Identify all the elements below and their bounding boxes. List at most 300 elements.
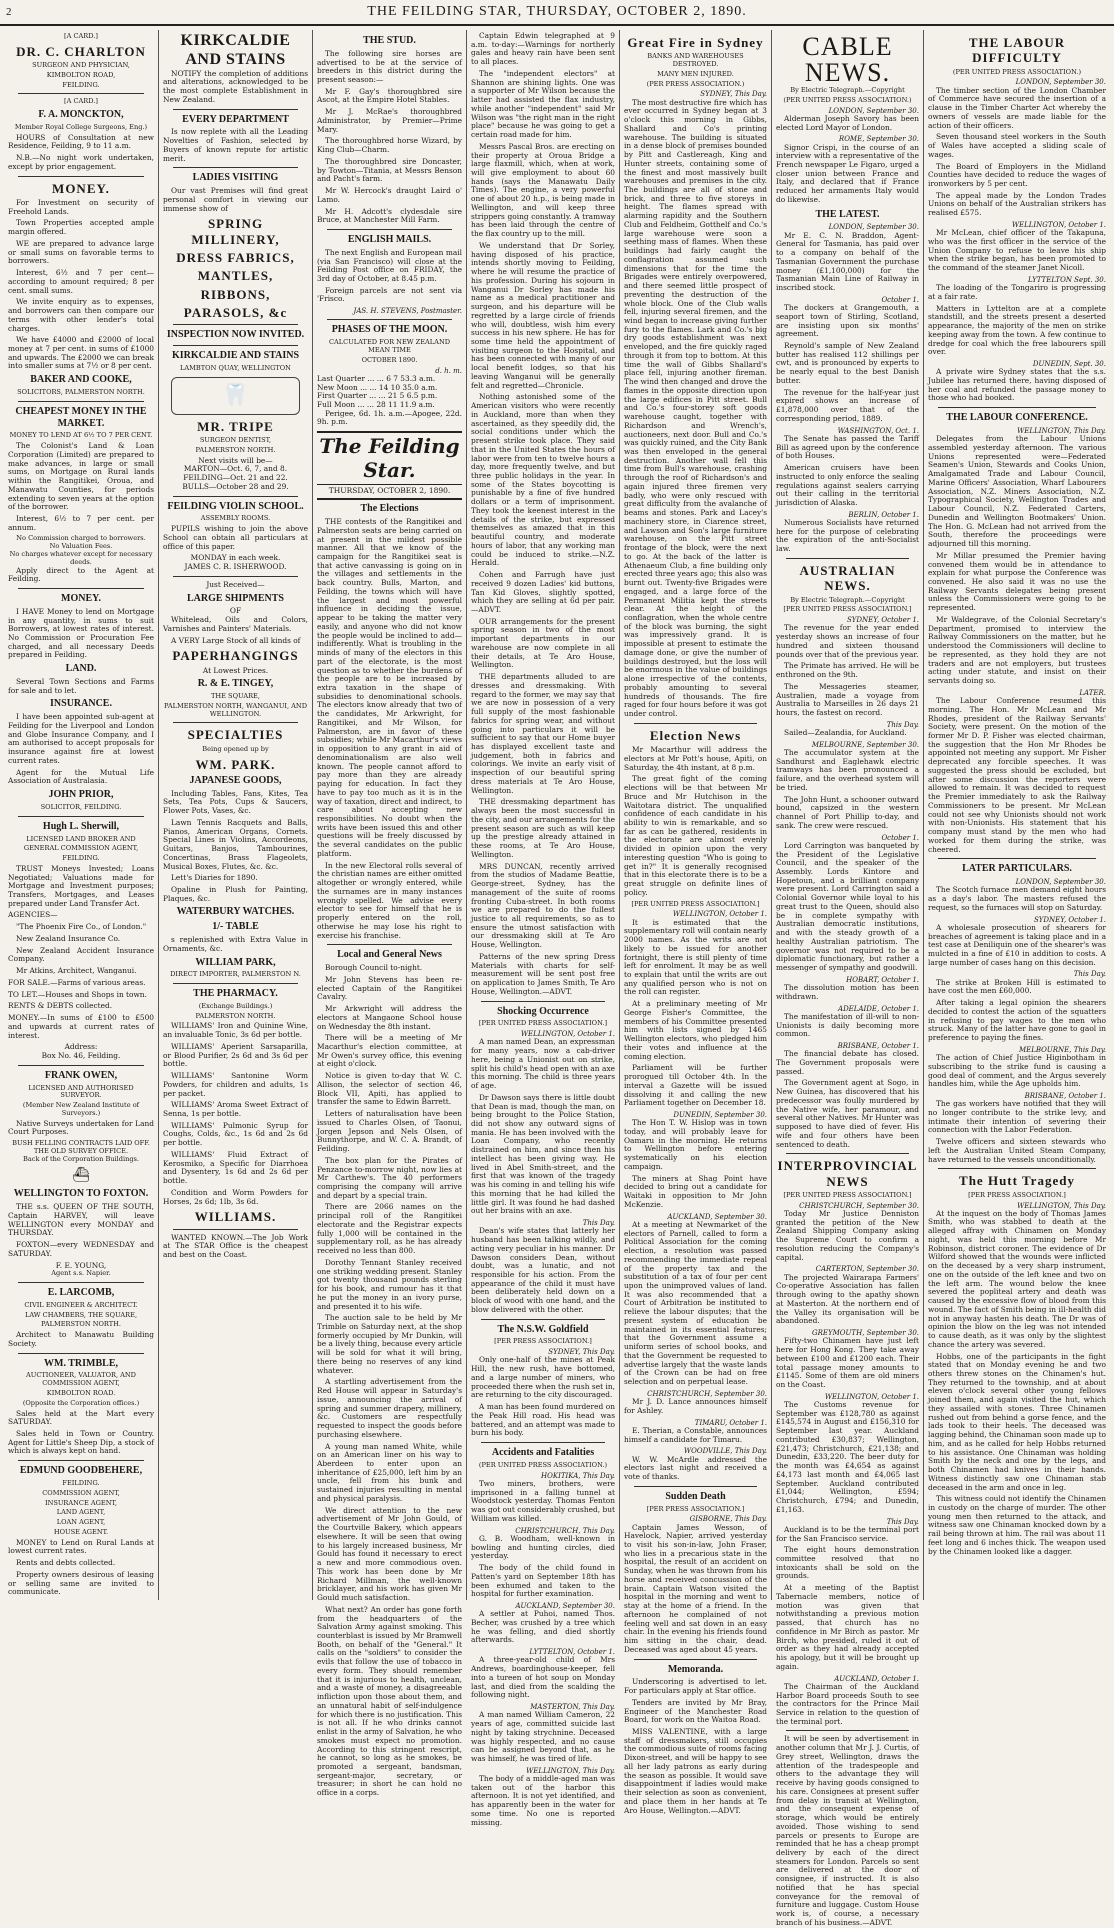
col1-charlton-name: DR. C. CHARLTON bbox=[16, 43, 146, 59]
col3-stud-p3: Mr J. McRae's thoroughbred Administrator, by Premier—Prime Mary. bbox=[317, 107, 462, 134]
col6-latest-head: THE LATEST. bbox=[815, 208, 880, 220]
col1-sherwill-sale: FOR SALE.—Farms of various areas. bbox=[8, 977, 146, 987]
col5-death-p1: Captain James Wesson, of Havelock, Napier, arrived yesterday to visit his son-in-law, John Fraser, who lies in a precarious state in the hospital, the result of an accident on Sunday, when he was thrown from his horse and received concussion of the brain. Captain Watson visited the hospital in the morning and went to stay at the home of a friend. In the afternoon he complained of not feeling well and sat down in an easy chair. In the evening his friends found him sitting in the chair, dead. Deceased was aged about 45 years. bbox=[624, 1522, 767, 1654]
ad-pharmacy bbox=[163, 988, 308, 1260]
col3-moon-month: OCTOBER 1890. bbox=[361, 355, 418, 364]
col3-local-p6: Letters of naturalisation have been issued to Charles Olsen, of Taonui, Jorgen Jepson and Nels Olsen, of Bunnythorpe, and W. C. A. Brandt, of Feilding. bbox=[317, 1109, 462, 1154]
column-rule bbox=[173, 983, 298, 984]
col1-monckton-tag: [A CARD.] bbox=[64, 97, 98, 106]
col6-latest-dl4: BERLIN, October 1. bbox=[848, 510, 919, 519]
col7-later-p5: The action of Chief Justice Higinbotham in subscribing to the strike fund is causing a good deal of comment, and the Argus severely handles him, while the Age upholds him. bbox=[928, 1053, 1106, 1089]
col6-inter-dl3: GREYMOUTH, September 30. bbox=[812, 1329, 919, 1338]
col3-stud-head: THE STUD. bbox=[363, 35, 416, 46]
col5-election-p7: The miners at Shag Point have decided to bring out a candidate for Waitaki in opposition to Mr John McKenzie. bbox=[624, 1173, 767, 1209]
col1-sherwill-role2: GENERAL COMMISSION AGENT, bbox=[23, 844, 139, 853]
col1-money-firm_role: SOLICITORS, PALMERSTON NORTH. bbox=[17, 388, 145, 396]
col7-labour-p8: A private wire Sydney states that the s.s. Jubilee has returned there, having disposed of her coal and refunded the passage money to those who had booked. bbox=[928, 367, 1106, 403]
ad-monckton bbox=[8, 98, 154, 171]
col6-aus-sub: By Electric Telegraph.—Copyright bbox=[790, 595, 905, 604]
ad-violin-school bbox=[163, 501, 308, 572]
article-nsw-goldfield bbox=[471, 1324, 615, 1438]
col1-larcomb-p1: Architect to Manawatu Building Society. bbox=[8, 1330, 154, 1348]
article-labour-difficulty bbox=[928, 35, 1106, 403]
col1-owen-member: (Member New Zealand Institute of Surveyors.) bbox=[22, 1101, 140, 1117]
col2-kirk-footer: KIRKCALDIE AND STAINS bbox=[171, 350, 300, 362]
ad-prior bbox=[8, 593, 154, 812]
col3-local-p10: The auction sale to be held by Mr Trimble on Saturday next, at the shop formerly occupied by Mr Dunkin, will be a lively thing, because every article will be sold for what it will bring, there being no reserves of any kind whatever. bbox=[317, 1313, 462, 1375]
ad-tripe bbox=[163, 419, 308, 492]
col2-park-name2: WILLIAM PARK, bbox=[195, 956, 276, 968]
article-local-news-cont bbox=[471, 32, 615, 997]
col4-local_cont-p1: Captain Edwin telegraphed at 9 a.m. to-day:—Warnings for northerly gales and heavy rain have been sent to all places. bbox=[471, 31, 615, 67]
col2-park-watch: WATERBURY WATCHES. bbox=[176, 906, 295, 918]
col1-ship-agent: F. E. YOUNG, bbox=[55, 1260, 107, 1270]
col3-local-p2: Mr John Stevens has been re-elected Captain of the Rangitikei Cavalry. bbox=[317, 974, 462, 1002]
column-rule bbox=[173, 722, 298, 723]
col5-election-dl6: WOODVILLE, This Day. bbox=[683, 1447, 767, 1456]
col2-tripe-v2: FEILDING—Oct. 21 and 22. bbox=[183, 473, 288, 483]
col2-park-p5: s replenished with Extra Value in Ornaments, &c. bbox=[163, 935, 308, 953]
col4-local_cont-p9: THE dressmaking department has always been the most successful in the city, and our arrangements for the present season are such as will keep up the prestige already attained in these rooms, at Te Aro House, Wellington. bbox=[471, 797, 615, 859]
col1-charlton-addr2: FEILDING. bbox=[62, 80, 100, 89]
col5-election-p2: The great fight of the coming elections will be that between Mr Bruce and Mr Hutchison in the Waitotara district. The unqualified confidence of each candidate in his ability to win is remarkable, and so far as can be gathered, residents in the electorate are almost evenly divided in opinion upon the very interesting question "Who is going to get in?" It is generally recognised that in this electorate there is to be a great struggle on definite lines of policy. bbox=[624, 774, 767, 897]
col1-sherwill-a2: New Zealand Insurance Co. bbox=[16, 933, 121, 943]
col2-pharmacy-wanted: WANTED KNOWN.—The Job Work at The STAR Office is the cheapest and best on the Coast. bbox=[163, 1232, 308, 1260]
notice-english-mails bbox=[317, 234, 462, 315]
ad-trimble bbox=[8, 1358, 154, 1457]
col4-goldfield-src: [PER PRESS ASSOCIATION.] bbox=[494, 1337, 592, 1346]
column-rule bbox=[18, 401, 144, 402]
column-rule bbox=[938, 1168, 1096, 1169]
col1-monckton-hours: HOURS of Consultation at new Residence, Feilding, 9 to 11 a.m. bbox=[8, 132, 154, 151]
editorial-date: THURSDAY, OCTOBER 2, 1890. bbox=[317, 487, 462, 500]
col7-labour-dl2: WELLINGTON, October 1. bbox=[1011, 220, 1106, 229]
col2-pharmacy-town: PALMERSTON NORTH. bbox=[195, 1011, 276, 1020]
col5-election-dl2: DUNEDIN, September 30. bbox=[673, 1111, 767, 1120]
col2-kirk-p1: NOTIFY the completion of additions and alterations, acknowledged to be the most complete Establishment in New Zealand. bbox=[163, 68, 308, 104]
col2-kirk-p2: Is now replete with all the Leading Novelties of Fashion, selected by Buyers of known repute for artistic merit. bbox=[163, 127, 308, 163]
col4-shock-dl: WELLINGTON, October 1. bbox=[520, 1030, 615, 1039]
col6-inter-p5: Auckland is to be the terminal port for the San Francisco service. bbox=[776, 1524, 919, 1543]
col1-money2-head: MONEY. bbox=[61, 593, 101, 604]
col2-tripe-role: SURGEON DENTIST, bbox=[199, 436, 272, 445]
col2-tingey-rec: Just Received— bbox=[206, 579, 265, 589]
masthead-title: THE FEILDING STAR, THURSDAY, OCTOBER 2, 1890. bbox=[367, 4, 747, 19]
col7-labour-p3: The Board of Employers in the Midland Counties have decided to reduce the wages of ironworkers by 5 per cent. bbox=[928, 161, 1106, 189]
col1-goodbehere-p1: MONEY to Lend on Rural Lands at lowest current rates. bbox=[8, 1537, 154, 1556]
col7-later-dl5: BRISBANE, October 1. bbox=[1024, 1092, 1106, 1101]
col1-insurance-head: INSURANCE. bbox=[50, 698, 112, 710]
col6-aus-dl7: BRISBANE, October 1. bbox=[837, 1042, 919, 1050]
col1-insurance-p1: I have been appointed sub-agent at Feilding for the Liverpool and London and Globe Insurance Company, and I am authorised to accept proposals for insurance against fire at lowest current rates. bbox=[8, 712, 154, 765]
col2-park-jap: JAPANESE GOODS, bbox=[189, 774, 282, 786]
col1-ship-p1: THE s.s. QUEEN OF THE SOUTH, Captain HARVEY, will leave WELLINGTON every MONDAY and THURSDAY. bbox=[8, 1202, 154, 1238]
col2-kirk-l2: DRESS FABRICS, bbox=[176, 250, 295, 266]
col6-aus-head: AUSTRALIAN NEWS. bbox=[799, 562, 896, 594]
col1-sherwill-a1: "The Phoenix Fire Co., of London." bbox=[16, 922, 147, 932]
col7-labour-p1: The timber section of the London Chamber of Commerce have secured the insertion of a clause in the Timber Charter Act whereby the owners of vessels are made liable for the action of their officers. bbox=[928, 85, 1106, 130]
col4-accidents-dl5: MASTERTON, This Day. bbox=[530, 1703, 615, 1712]
col3-local-p12: A young man named White, while on an American liner on his way to Aberdeen to enter upon an inheritance of £25,000, left him by an uncle, fell from his bunk and sustained injuries resulting in mental and physical paralysis. bbox=[317, 1441, 462, 1503]
col3-local-p7: The box plan for the Pirates of Penzance to-morrow night, now lies at Mr Carthew's. The 40 performers comprising the company will arrive and depart by a special train. bbox=[317, 1155, 462, 1200]
notice-stud bbox=[317, 35, 462, 225]
col3-local-p11: A startling advertisement from the Red House will appear in Saturday's issue, announcing the arrival of spring and summer drapery, millinery, &c. Customers are respectfully requested to inspect the goods before purchasing elsewhere. bbox=[317, 1377, 462, 1439]
col6-aus-p8: The dissolution motion has been withdrawn. bbox=[776, 983, 919, 1001]
col4-local_cont-p6: Cohen and Farrugh have just received 9 dozen Ladies' kid buttons, Tan Kid Gloves, slightly spotted, which they are selling at 6d per pair.—ADVT. bbox=[471, 570, 615, 614]
col6-aus-p4: Sailed—Zealandia, for Auckland. bbox=[784, 727, 907, 737]
article-memoranda bbox=[624, 1664, 767, 1816]
col2-kirk-inspect: INSPECTION NOW INVITED. bbox=[166, 329, 305, 341]
col3-elections-p2: In the new Electoral rolls several of the christian names are either omitted altogether or wrongly entered, while the surnames are in many instances wrongly spelled. We advise every elector to see for himself that he is properly entered on the roll, otherwise he may lose his right to exercise his franchise. bbox=[317, 860, 462, 940]
col6-latest-dl2: October 1. bbox=[881, 295, 919, 304]
col5-election-dl: WELLINGTON, October 1. bbox=[672, 910, 767, 919]
col2-kirk-footer_addr: LAMBTON QUAY, WELLINGTON bbox=[180, 363, 291, 372]
col1-cheapest-p1: The Colonist's Land & Loan Corporation (Limited) are prepared to make advances, in large or small sums, on Mortgage on Rural lands within the Rangitikei, Oroua, and Manawatu Counties, for periods extending to seven years at the option of the borrower. bbox=[8, 441, 154, 512]
col4-shock-src: [PER UNITED PRESS ASSOCIATION.] bbox=[478, 1019, 608, 1028]
col1-trimble-p2: Sales held in Town or Country. Agent for Little's Sheep Dip, a stock of which is always kept on hand. bbox=[8, 1428, 154, 1456]
column-rule bbox=[634, 1659, 757, 1660]
col7-later-p1: The Scotch furnace men demand eight hours as a day's labor. The masters refused the request, so the furnaces will stop on Saturday. bbox=[928, 885, 1106, 912]
col3-mails-name: JAS. H. STEVENS, Postmaster. bbox=[353, 307, 462, 316]
col5-election-p5: Parliament will be further prorogued till October 4th. In the interval a Gazette will be issued dissolving it and calling the new Parliament together on December 18. bbox=[624, 1063, 767, 1108]
col5-election-p8: At a meeting at Newmarket of the electors of Parnell, called to form a Political Association for the coming election, a resolution was passed recommending the immediate repeal of the property tax and the substitution of a tax of four per cent upon the unimproved values of land. It was also recommended that a Court of Arbitration be instituted to relieve the labour disputes; that the present system of education be maintained in its essential features; that the Government assume a uniform series of school books, and that the Government be requested to advertise largely that the waste lands of the Crown can be had on free selection and on perpetual lease. bbox=[624, 1219, 767, 1387]
col7-labour-dl4: DUNEDIN, Sept. 30. bbox=[1032, 360, 1106, 368]
col2-tripe-visits: Next visits will be— bbox=[198, 455, 273, 465]
col1-owen-p1: Native Surveys undertaken for Land Court Purposes. bbox=[8, 1118, 154, 1137]
col1-goodbehere-p2: Rents and debts collected. bbox=[16, 1558, 116, 1568]
col2-kirk-ladies: LADIES VISITING bbox=[192, 172, 279, 184]
col4-shock-p3: Dean's wife states that latterly her husband has been talking wildly, and acting very peculiar in his manner. Dr Dawson considers Dean, without doubt, was a lunatic, and not responsible for his action. From the appearance of the child it must have been deliberately held down on a block of wood with one hand, and the blow delivered with the other. bbox=[471, 1226, 615, 1314]
col1-trimble-addr: KIMBOLTON ROAD. bbox=[46, 1388, 116, 1397]
col3-moon-head: PHASES OF THE MOON. bbox=[331, 324, 448, 336]
article-sydney-fire bbox=[624, 35, 767, 719]
col7-labour-p5: Mr McLean, chief officer of the Takapuna, who was the first officer in the service of the Union Company to refuse to leave his ship when the strike began, has been promoted to the command of the steamer Janet Nicoll. bbox=[928, 228, 1106, 273]
col1-sherwill-money: MONEY.—In sums of £100 to £500 and upwards at current rates of interest. bbox=[8, 1013, 154, 1040]
col6-aus-p7: Lord Carrington was banqueted by the President of the Legislative Council, and the speaker of the Assembly. Lords Kintore and Hopetoun, and a brilliant company were present. Lord Carrington said a Colonial Governor while loyal to his great trust to the Queen, should also be in complete sympathy with Australian democratic institutions, and with the steady growth of a healthy Australian patriotism. The governor was not required to be a diplomatic functionary, but rather a messenger of sympathy and goodwill. bbox=[776, 840, 919, 973]
col1-money-p6: We have £4000 and £2000 of local money at 7 per cent. in sums of £1000 and upwards. The £2000 we can break into smaller sums at 7½ or 8 per cent. bbox=[8, 335, 154, 371]
col4-goldfield-head: The N.S.W. Goldfield bbox=[497, 1323, 589, 1335]
col7-later-dl: LONDON, September 30. bbox=[1015, 878, 1106, 887]
col4-accidents-p3: The body of the child found in Patten's yard on September 18th has been exhumed and taken to the hospital for further examination. bbox=[471, 1563, 615, 1599]
col4-local_cont-p4: We understand that Dr Sorley, having disposed of his practice, intends shortly moving to Feilding, where he will resume the practice of his profession. During his sojourn in Wanganui Dr Sorley has made his name as a medical practitioner and surgeon, and his departure will be regretted by a large circle of friends who will, doubtless, wish him every success in his new sphere. He has for some time held the appointment of visiting surgeon to the Hospital, and has been connected with many of our local benefit lodges, so that his leaving Wanganui will be generally felt and regretted—Chronicle. bbox=[471, 240, 615, 390]
col1-charlton-role: SURGEON AND PHYSICIAN, bbox=[32, 61, 130, 70]
col4-local_cont-p2: The "independent electors" at Shannon are shining lights. One was a supporter of Mr Wilson because the latter had assisted the flax industry, while another "independent" said Mr Wilson was "the right man in the right place" because he was going to get a certain road made for him. bbox=[471, 68, 615, 140]
col1-charlton-tag: [A CARD.] bbox=[64, 32, 98, 40]
col1-cheapest-head: CHEAPEST MONEY IN THE MARKET. bbox=[15, 405, 147, 429]
col7-later-p2: A wholesale prosecution of shearers for breaches of agreement is taking place and in a test case at Deniliquin one of the shearer's was mulcted in a fine of £10 in addition to costs. A large number of cases hang on this decision. bbox=[928, 922, 1106, 967]
col7-later-p4: After taking a legal opinion the shearers decided to contest the action of the squatters in refusing to pay wages to the men who struck. Many of the latter have gone to gaol in preference to paying the fines. bbox=[928, 998, 1106, 1043]
col1-money-p1: For Investment on security of Freehold Lands. bbox=[8, 197, 154, 216]
column-3 bbox=[313, 30, 467, 1798]
col1-goodbehere-r4: LOAN AGENT, bbox=[56, 1518, 106, 1527]
col3-local-p13: We direct attention to the new advertisement of Mr John Gould, of the Courtville Bakery, which appears elsewhere. It will be seen that owing to his largely increased business, Mr Gould has found it necessary to erect a new and more commodious oven. This work has been done by Mr Richard Millman, the well-known bricklayer, and his work has given Mr Gould much satisfaction. bbox=[317, 1505, 462, 1603]
ad-cheapest-money bbox=[8, 406, 154, 584]
col3-local-p14: What next? An order has gone forth from the headquarters of the Salvation Army against smoking. This counterblast is issued by Mr Bramwell Booth, on behalf of the "General." It calls on the "soldiers" to consider the evils that follow the use of tobacco in every form. They should remember that it is injurious to health, unclean, and a waste of money, a disagreeable infliction upon those about them, and an unnatural habit of self-indulgence for which there is no justification. This is not all. If he who drinks cannot enlist in the army of Salvation, he who smokes must expect no promotion. According to this stringent rescript, he cannot, so long as he smokes, be promoted a sergeant, bandsman, sergeant-major, secretary, or treasurer; in short he can hold no office in a corps. bbox=[317, 1604, 462, 1798]
col6-inter-dl5: This Day. bbox=[886, 1517, 919, 1526]
masthead bbox=[0, 0, 1114, 26]
col4-accidents-p2: G. B. Woodham, well-known in bowling and hunting circles, died yesterday. bbox=[471, 1533, 615, 1561]
col5-election-head: Election News bbox=[649, 727, 742, 743]
col7-hutt-src: [PER PRESS ASSOCIATION.] bbox=[968, 1190, 1066, 1199]
col1-sherwill-p1: TRUST Moneys Invested; Loans Negotiated; Valuations made for Mortgage and Investment purposes; Transfers, Mortgages, and Leases prepared under Land Transfer Act. bbox=[8, 863, 154, 908]
col7-labour-src: (PER UNITED PRESS ASSOCIATION.) bbox=[952, 67, 1082, 76]
col5-election-p1: Mr Macarthur will address the electors at Mr Pott's house, Apiti, on Saturday, the 4th instant, at 8 p.m. bbox=[624, 745, 767, 772]
col2-pharmacy-p1: Condition and Worm Powders for Horses, 2s 6d; 1lb, 3s 6d. bbox=[163, 1187, 308, 1206]
col3-local-p8: There are 2066 names on the principal roll of the Rangitikei electorate and the Registrar expects fully 1,000 will be contained in the supplementary roll, as he has already received no less than 800. bbox=[317, 1202, 462, 1256]
col6-aus-src: [PER UNITED PRESS ASSOCIATION.] bbox=[783, 605, 912, 614]
col1-land-head: LAND. bbox=[65, 663, 97, 675]
col3-elections-p1: THE contests of the Rangitikei and Palmerston seats are being carried on at present in the mildest possible manner. All that we know of the campaign for the Rangitikei seat is that active canvassing is going on in the villages and settlements in the back country. Bulls, Marton, and Feilding, the towns which will have the largest and most powerful influence in deciding the issue, appear to be taking the matter very easily, and anyone who did not know the people would be inclined to add—indifferently. What is troubling in the minds of many of the electors in this part of the electorate, is the most question as to whether the burdens of the people are to be increased by extra taxation in the shape of subsidies to denominational schools. The electors know already that two of the candidates, Mr Arkwright, for Rangitikei, and Mr Wilson, for Palmerston, are in favor of these subsidies; while Mr Macarthur's views in opposition to any grant in aid of denominationalism are also well known. The people cannot afford to pay more than they are already paying for education. In fact they have to pay too much as it is in the way of taxation, direct and indirect, to care about accepting new responsibilities. No doubt when the writs have been issued this and other questions will be freely discussed by the several candidates on the public platform. bbox=[317, 517, 462, 858]
ad-goodbehere bbox=[8, 1465, 154, 1597]
col2-park-p3: Lett's Diaries for 1890. bbox=[171, 873, 258, 883]
ad-owen bbox=[8, 1070, 154, 1164]
newspaper-columns bbox=[4, 30, 1110, 1927]
col2-violin-name: JAMES C. R. ISHERWOOD. bbox=[184, 562, 287, 572]
column-rule bbox=[786, 1153, 909, 1154]
col2-park-head: SPECIALTIES bbox=[187, 727, 284, 743]
col2-violin-p1: PUPILS wishing to join the above School can obtain all particulars at office of this paper. bbox=[163, 524, 308, 551]
column-rule bbox=[18, 93, 144, 94]
col4-local_cont-p10: MRS DUNCAN, recently arrived from the studios of Madame Beattie, George-street, Sydney, has the management of the suite of rooms fronting Cuba-street. In both rooms we are prepared to do the fullest justice to all requirements, so as to ensure the utmost satisfaction with our dressmaking skill at Te Aro House, Wellington. bbox=[471, 861, 615, 950]
col2-violin-sub: ASSEMBLY ROOMS. bbox=[200, 514, 271, 523]
col5-death-dl: GISBORNE, This Day. bbox=[689, 1515, 767, 1524]
col1-goodbehere-name: EDMUND GOODBEHERE, bbox=[19, 1465, 143, 1477]
col1-goodbehere-r5: HOUSE AGENT. bbox=[53, 1527, 109, 1536]
col4-accidents-head: Accidents and Fatalities bbox=[491, 1447, 595, 1459]
col1-ship-agent_role: Agent s.s. Napier. bbox=[51, 1269, 111, 1278]
col2-park-sub: Being opened up by bbox=[202, 744, 269, 753]
article-sudden-death bbox=[624, 1491, 767, 1655]
column-rule bbox=[327, 229, 452, 230]
col4-shock-dl2: This Day. bbox=[582, 1219, 615, 1228]
col4-accidents-dl: HOKITIKA, This Day. bbox=[541, 1471, 615, 1480]
col6-aus-dl4: October 1. bbox=[881, 833, 919, 842]
col3-moon-r3: First Quarter ... ... 21 5 6.5 p.m. bbox=[317, 391, 438, 401]
col6-latest-p1: Mr E. C. N. Braddon, Agent-General for Tasmania, has paid over to a company on behalf of the Tasmanian Government the purchase money (£1,100,000) for the Tasmanian Main Line of Railway in inscribed stock. bbox=[776, 230, 919, 293]
column-rule bbox=[173, 324, 298, 325]
col2-park-p1: Including Tables, Fans, Kites, Tea Sets, Tea Pots, Cups & Saucers, Flower Pots, Vases, &c. bbox=[163, 788, 308, 816]
col3-stud-p2: Mr F. Gay's thoroughbred sire Ascot, at the Empire Hotel Stables. bbox=[317, 86, 462, 105]
col4-shock-head: Shocking Occurrence bbox=[497, 1005, 589, 1017]
column-rule bbox=[786, 1730, 909, 1731]
col7-conf-dl2: LATER. bbox=[1079, 688, 1106, 697]
col2-park-p4: Opaline in Plush for Painting, Plaques, &c. bbox=[163, 884, 308, 903]
column-rule bbox=[938, 407, 1096, 408]
col1-money2-p1: I HAVE Money to lend on Mortgage in any quantity, in sums to suit Borrowers, at lowest rates of interest. No Commission or Procuration Fee charged, and all necessary Deeds prepared in Feilding. bbox=[8, 606, 154, 660]
col4-local_cont-p8: THE departments alluded to are dresses and dressmaking. With regard to the former, we may say that we are now in possession of a very full supply of the most fashionable fabrics for spring wear, and without going into particulars it will be sufficient to say that our Home buyer has displayed excellent taste and judgement, both in fabrics and colorings. We invite an early visit of inspection of our beautiful spring dress materials at Te Aro House, Wellington. bbox=[471, 672, 615, 795]
col6-inter-p2: The projected Wairarapa Farmers' Co-operative Association has fallen through owing to the apathy shown at Masterton. At the northern end of the Valley its organisation will be abandoned. bbox=[776, 1272, 919, 1326]
col1-insurance-role: SOLICITOR, FEILDING. bbox=[40, 802, 122, 811]
col4-local_cont-p3: Messrs Pascal Bros. are erecting on their property at Oroua Bridge a large flaxmill, which, when at work, will give employment to about 60 hands (says the Manawatu Daily Times). The engine, a very powerful one of about 20 h.p., is being made in Wellington, and will keep three strippers going constantly. A tramway has been laid through the centre of the flax country up to the mill. bbox=[471, 141, 615, 239]
article-the-latest bbox=[776, 209, 919, 554]
col6-aus-p2: The Primate has arrived. He will be enthroned on the 9th. bbox=[776, 661, 919, 680]
col5-election-p4: At a preliminary meeting of Mr George Fisher's Committee, the members of his Committee presented him with lists signed by 1465 Wellington electors, who pledged him their votes and influence at the coming election. bbox=[624, 999, 767, 1061]
col2-pharmacy-i5: WILLIAMS' Pulmonic Syrup for Coughs, Colds, &c., 1s 6d and 2s 6d per bottle. bbox=[163, 1120, 308, 1148]
col7-conf-p1: Delegates from the Labour Unions assembled yesterday afternoon. The various Unions represented were—Federated Seamen's Union, Stewards and Cooks Union, Amalgamated Trade and Labour Council, Marine Officers' Association, Wharf Labourers Association, N.Z. Miners Association, N.Z. Typographical Society, Wellington Trades and Labour Council, N.Z. Federated Carters, Dunedin and Wellington Bootmakers' Union. The Hon. G. McLean had not arrived from the South, therefore the proceedings were adjourned till this morning. bbox=[928, 434, 1106, 549]
article-cable-news bbox=[776, 34, 919, 205]
col6-inter-dl2: CARTERTON, September 30. bbox=[815, 1265, 919, 1274]
col2-pharmacy-sub: (Exchange Buildings.) bbox=[198, 1001, 273, 1010]
col6-inter-p6: The eight hours demonstration committee resolved that no intoxicants shall be sold on the grounds. bbox=[776, 1545, 919, 1581]
col3-moon-r4: Full Moon ... ... 28 11 11.9 a.m. bbox=[317, 400, 435, 410]
ad-shipping bbox=[8, 1188, 154, 1278]
ad-larcomb bbox=[8, 1287, 154, 1349]
col6-cable-sub: By Electric Telegraph.—Copyright bbox=[790, 86, 905, 94]
col6-inter-p4: The Customs revenue for September was £128,780 as against £145,574 in August and £156,310 for September last year. Auckland contributed £30,837; Wellington, £21,473; Christchurch, £21,138; and Dunedin, £33,220. The beer duty for the month was £4,654 as against £4,173 last month and £4,065 last September. Auckland contributed £1,044; Wellington, £594; Christchurch, £794; and Dunedin, £1,163. bbox=[776, 1399, 919, 1514]
col7-conf-p4: The Labour Conference resumed this morning. The Hon. Mr McLean and Mr Rhodes, president of the Railway Servants' Society, were present. On the motion of the former Mr D. P. Fisher was elected chairman, the suggestion that the Hon Mr Rhodes be appointed not meeting any support. Mr Fisher deprecated any forcible speeches. It was suggested the press should be excluded, but after some discussion the reporters were allowed to remain. It was decided to request the Premier immediately to ask the Railway Commissioners to be present. Mr McLean could not see why Unionists should not work with non-Unionists. His statement that his company must stand by the men who had worked for them during the strike, was cheered. bbox=[928, 696, 1106, 854]
col6-cable-src: (PER UNITED PRESS ASSOCIATION.) bbox=[783, 95, 912, 104]
col7-labour-dl: LONDON, September 30. bbox=[1015, 78, 1106, 87]
col7-labour-p2: Seven thousand steel workers in the South of Wales have accepted a sliding scale of wages. bbox=[928, 132, 1106, 159]
col4-accidents-p6: A man named William Cameron, 22 years of age, committed suicide last night by taking strychnine. Deceased was highly respected, and no cause can be assigned beyond that, as he was himself, he was tired of life. bbox=[471, 1710, 615, 1763]
col1-goodbehere-r3: LAND AGENT, bbox=[56, 1508, 106, 1517]
column-7 bbox=[924, 30, 1110, 1600]
col3-local-p4: There will be a meeting of Mr Macarthur's election committee, at Mr Owen's survey office, this evening at eight o'clock. bbox=[317, 1033, 462, 1069]
article-election-news bbox=[624, 728, 767, 1482]
col1-monckton-name: F. A. MONCKTON, bbox=[38, 109, 124, 121]
col1-insurance-name: JOHN PRIOR, bbox=[48, 789, 114, 801]
col5-fire-p1: The most destructive fire which has ever occurred in Sydney began at 3 o'clock this morning in Gibbs, Shallard and Co's printing warehouse. The building is situated in a dense block of premises bounded by Pitt and Castlereagh, King and Hunter streets, containing some of the finest and most massively built warehouses and premises in the city. The buildings are all of stone and brick, and three to five storeys in height. The flames spread with alarming rapidity and the Southern Club and Feldheim, Gotthelf and Co.'s large warehouse were soon a seething mass of flames. When these buildings had fairly caught the conflagration assumed such dimensions that for the time the Brigades were entirely overpowered, and there seemed little prospect of preventing the destruction of the whole block. One of the Club walls fell, injuring several firemen, and the wind began to increase giving further fury to the flames. Lark and Co.'s big dry goods establishment was next enveloped, and the fire quickly raged through it from top to bottom. At this time the wall of Gibbs Shallard's place fell, injuring another fireman. The wind then changed and drove the flames in the opposite direction upon the large edifices in Pitt street. Bull and Co.'s four-storey soft goods warehouse caught, together with Richardson and Wrench's, auctioneers, next door. Bull and Co.'s was quickly ruined, and the City Bank was then enveloped in the general destruction. Another wall fell this time from Bull's warehouse, crashing through the roof of Richardson's and again injured three firemen very badly, who were only rescued with great difficulty from the avalanche of beams and stones. Park and Lacey's machinery store, in Ciarence street, and Lawson and Son's large furniture warehouse, on the Pitt street frontage of the block, were the next to go. At the back of the latter is Athenaeum Club, a fine building only erected three years ago; this also was burnt out. Twenty-five Brigades were engaged, and a large force of the Permanent Militia kept the streets clear. At the height of the conflagration, when the whole centre of the block was burning, the sight was impressively grand. It is impossible at present to estimate the damage done, or give the number of buildings destroyed, but the loss will be enormous in the value of buildings alone irrespective of the contents, probably amounting to several hundreds of thousands. The fire raged for four hours before it was got under control. bbox=[624, 97, 767, 719]
col1-sherwill-agencies: AGENCIES— bbox=[8, 910, 58, 920]
col2-kirk-l4: RIBBONS, bbox=[200, 286, 271, 302]
column-rule bbox=[18, 1282, 144, 1283]
col7-hutt-p3: This witness could not identify the Chinamen in custody on the charge of murder. The other young men then returned to the attack, and witness saw one Chinaman knocked down by a rail being thrown at him. The rail was about 11 feet long and 6 inches thick. The weapon used by the Chinamen looked like a dagger. bbox=[928, 1494, 1106, 1556]
column-rule bbox=[481, 1319, 605, 1320]
col5-death-head: Sudden Death bbox=[665, 1490, 726, 1502]
col4-shock-p2: Dr Dawson says there is little doubt that Dean is mad, though the man, on being brought to the Police Station, did not show any outward signs of mania. He has been involved with the Loan Company, who recently distrained on him, and since then his intellect has been giving way. He lived in Abel Smith-street, and the first that was known of the tragedy was his coming in and telling his wife this morning that he had killed the little girl. It was found he had dashed out her brains with an axe. bbox=[471, 1092, 615, 1216]
column-rule bbox=[481, 1001, 605, 1002]
col1-sherwill-name: Hugh L. Sherwill, bbox=[42, 820, 120, 832]
column-rule bbox=[938, 858, 1096, 859]
col6-aus-dl3: MELBOURNE, September 30. bbox=[811, 740, 919, 749]
col1-sherwill-let: TO LET.—Houses and Shops in town. bbox=[8, 989, 147, 999]
column-rule bbox=[481, 1442, 605, 1443]
col2-tingey-large: LARGE SHIPMENTS bbox=[187, 592, 284, 604]
col3-local-p3: Mr Arkwright will address the electors at Mangaone School house on Wednesday the 8th instant. bbox=[317, 1004, 462, 1031]
col6-inter-p1: Today Mr Justice Denniston granted the petition of the New Zealand Shipping Company asking the Supreme Court to confirm a resolution reducing the Company's capital. bbox=[776, 1209, 919, 1262]
col1-money-head: MONEY. bbox=[52, 180, 110, 196]
col3-mails-p2: Foreign parcels are not sent via 'Frisco. bbox=[317, 285, 462, 304]
col3-mails-head: ENGLISH MAILS. bbox=[347, 234, 432, 246]
col5-fire-sub2: MANY MEN INJURED. bbox=[657, 69, 734, 78]
col2-tripe-town: PALMERSTON NORTH. bbox=[195, 445, 276, 454]
col2-kirk-title: KIRKCALDIE AND STAINS bbox=[180, 32, 291, 68]
col6-aus-dl6: ADELAIDE, October 1. bbox=[838, 1004, 919, 1013]
col1-charlton-addr1: KIMBOLTON ROAD, bbox=[46, 70, 116, 79]
col6-inter-p7: At a meeting of the Baptist Tabernacle members, notice of motion was given that notwithstanding a previous motion passed, that church has no confidence in Mr Birch as pastor. Mr Birch, who presided, ruled it out of order as they had already accepted his apology, but it will be brought up again. bbox=[776, 1583, 919, 1671]
col7-conf-p3: Mr Waldegrave, of the Colonial Secretary's Department, promised to interview the Railway Commissioners on the matter, but he understood the Commissioners will decline to be represented, as they hold they are not traders and are not employers, but trustees acting under statute, and insist on their servants doing so. bbox=[928, 614, 1106, 686]
col6-inter-p3: Fifty-two Chinamen have just left here for Hong Kong. They take away between £100 and £1200 each. Their total passage money amounts to £1145. Some of them are old miners on the Coast. bbox=[776, 1336, 919, 1389]
col6-inter-dl6: AUCKLAND, October 1. bbox=[834, 1674, 919, 1683]
col5-election-p9: Mr J. D. Lance announces himself for Ashley. bbox=[624, 1397, 767, 1415]
col7-hutt-head: The Hutt Tragedy bbox=[959, 1173, 1075, 1189]
col5-memo-head: Memoranda. bbox=[667, 1663, 724, 1675]
col6-latest-p2: The dockers at Grangemouth, a seaport town of Stirling, Scotland, are insisting upon six months' agreement. bbox=[776, 303, 919, 339]
ad-kirkcaldie bbox=[163, 32, 308, 373]
article-elections bbox=[317, 503, 462, 940]
col7-later-p3: The strike at Broken Hill is estimated to have cost the men £60,000. bbox=[928, 977, 1106, 996]
col5-election-src: [PER UNITED PRESS ASSOCIATION.] bbox=[631, 899, 760, 908]
col4-accidents-dl4: LYTTELTON, October 1. bbox=[529, 1648, 615, 1657]
dental-illustration-icon: 🦷 bbox=[171, 377, 300, 415]
col1-ship-p2: FOXTON—every WEDNESDAY and SATURDAY. bbox=[8, 1240, 154, 1258]
col6-inter-p9: It will be seen by advertisement in another column that Mr J. J. Curtis, of Grey street, Wellington, draws the attention of the tradespeople and others to the advantage they will receive by having goods consigned to his care. Consignees at present suffer from delay in transit at Wellington, and the consequent expense of storage, which would be entirely avoided. Those wishing to send parcels or presents to Europe are reminded that he has a cheap prompt delivery by each of the direct steamers for London. Parcels so sent are delivered at the door of consignee, if instructed. It is also notified that he has special conveyance for the removal of furniture and luggage. Custom House work is, of course, a necessary branch of his business.—ADVT. bbox=[776, 1734, 919, 1927]
col2-tingey-prices: At Lowest Prices. bbox=[202, 665, 269, 675]
col5-election-p11: W. W. McArdle addressed the electors last night and received a vote of thanks. bbox=[624, 1454, 767, 1481]
editorial-masthead: The Feilding Star. bbox=[317, 431, 462, 485]
column-rule bbox=[173, 109, 298, 110]
col4-local_cont-p11: Patterns of the new spring Dress Materials with charts for self-measurement will be sent post free on application to James Smith, Te Aro House, Wellington.—ADVT. bbox=[471, 951, 615, 996]
col5-death-src: [PER PRESS ASSOCIATION.] bbox=[646, 1504, 745, 1513]
col2-pharmacy-name: WILLIAMS. bbox=[194, 1209, 277, 1225]
column-2 bbox=[159, 30, 313, 1600]
col7-hutt-p1: At the inquest on the body of Thomas James Smith, who was stabbed to death at the alleged affray with Chinamen on Monday night, was held this morning before Mr Robinson, district coroner. The evidence of Dr Wilford showed that the wounds were inflicted on the deceased by a very sharp instrument, one on the outside of the left knee and two on the left arm. The wound below the knee severed the popliteal artery and death was caused by the excessive flow of blood from this wound. The fact of Smith being in ill-health did not in anyway hasten his death. The Dr was of opinion the blow on the leg was not intended to cause death, as it was only by the slightest chance the artery was severed. bbox=[928, 1208, 1106, 1349]
ad-money-baker-cooke bbox=[8, 181, 154, 397]
col6-aus-dl5: HOBART, October 1. bbox=[846, 975, 919, 984]
col6-aus-p11: The Government agent at Sogo, in New Guinea, has discovered that his predecessor was foully murdered by the Native wife, her paramour, and several other Natives. Mr Hunter was supposed to have died of fever. His wife and four others have been sentenced to death. bbox=[776, 1078, 919, 1149]
col3-moon-p1: Perigee, 6d. 1h. a.m.—Apogee, 22d. 9h. p.m. bbox=[317, 408, 462, 427]
col4-accidents-p4: A settler at Puhoi, named Thos. Becher, was crushed by a tree which he was felling, and died shortly afterwards. bbox=[471, 1609, 615, 1645]
col3-stud-p6: Mr W. Hercock's draught Laird o' Lamo. bbox=[317, 186, 462, 204]
col4-accidents-p7: The body of a middle-aged man was taken out of the harbor this afternoon. It is not yet identified, and has apparently been in the water for some time. No one is reported missing. bbox=[471, 1773, 615, 1827]
column-rule bbox=[18, 1460, 144, 1461]
col1-cheapest-no_val: No Valuation Fees. bbox=[49, 542, 113, 551]
col5-election-dl3: AUCKLAND, September 30. bbox=[667, 1212, 767, 1221]
col3-mails-p1: The next English and European mail (via San Francisco) will close at the Feilding Post office on FRIDAY, the 3rd day of October, at 8.45 p.m. bbox=[317, 247, 462, 284]
col7-conf-head: THE LABOUR CONFERENCE. bbox=[946, 412, 1088, 424]
col1-sherwill-box: Box No. 46, Feilding. bbox=[41, 1051, 121, 1061]
col6-cable-p1: Alderman Joseph Savory has been elected Lord Mayor of London. bbox=[776, 113, 919, 132]
col1-cheapest-lend: MONEY TO LEND AT 6½ TO 7 PER CENT. bbox=[9, 431, 153, 440]
col1-owen-p2: BUSH FELLING CONTRACTS LAID OFF. bbox=[12, 1139, 150, 1148]
col3-moon-r2: New Moon ... ... 14 10 35.0 a.m. bbox=[317, 382, 438, 392]
col1-money-p3: WE are prepared to advance large or small sums on favorable terms to borrowers. bbox=[8, 238, 154, 266]
col1-trimble-name: WM. TRIMBLE, bbox=[44, 1357, 118, 1369]
col6-cable-dl: LONDON, September 30. bbox=[828, 106, 919, 115]
ad-sherwill bbox=[8, 821, 154, 1061]
article-hutt-tragedy bbox=[928, 1173, 1106, 1556]
col2-tingey-paper: PAPERHANGINGS bbox=[172, 648, 299, 664]
col7-later-dl4: MELBOURNE, This Day. bbox=[1018, 1045, 1106, 1054]
col6-aus-p5: The accumulator system at the Sandhurst and Eaglehawk electric tramways has been pronounced a failure, and the overhead system will be tried. bbox=[776, 747, 919, 792]
col1-cheapest-no_charges: No charges whatever except for necessary deeds. bbox=[9, 550, 153, 566]
col2-pharmacy-i6: WILLIAMS' Fluid Extract of Kerosmiko, a Specific for Diarrhoea and Dysentery, 1s 6d and 2s 6d per bottle. bbox=[163, 1149, 308, 1186]
col4-goldfield-p1: Only one-half of the mines at Peak Hill, the new rush, have bottomed, and a large number of miners, who proceeded there when the rush set in, are returning to the city discouraged. bbox=[471, 1355, 615, 1400]
col2-tripe-name: MR. TRIPE bbox=[197, 418, 274, 434]
column-6 bbox=[772, 30, 924, 1927]
col1-money-p2: Town Properties accepted ample margin offered. bbox=[8, 218, 154, 237]
col3-local-p9: Dorothy Tennant Stanley received one striking wedding present. Stanley got twenty thousand pounds sterling for his book, and rumour has it that he put the money in an ivory purse, and presented it to his wife. bbox=[317, 1257, 462, 1311]
col1-monckton-role: Member Royal College Surgeons, Eng.) bbox=[14, 122, 148, 131]
col7-conf-p2: Mr Millar presumed the Premier having convened them would be in attendance to explain for what purpose the Conference was convened. He also said it was no use the Railway Servants delegates being present unless the Commissioners were going to be represented. bbox=[928, 550, 1106, 613]
col1-ship-route: WELLINGTON TO FOXTON. bbox=[13, 1188, 149, 1200]
col6-cable-p2: Signor Crispi, in the course of an interview with a representative of the French newspaper Le Figaro, urged a closer union between France and Italy, and declared that if France reduced her armaments Italy would do likewise. bbox=[776, 142, 919, 204]
column-4 bbox=[467, 30, 620, 1827]
col2-kirk-every: EVERY DEPARTMENT bbox=[182, 113, 289, 125]
col7-labour-dl3: LYTTELTON Sept. 30. bbox=[1027, 275, 1106, 284]
col6-inter-dl: CHRISTCHURCH, September 30. bbox=[799, 1201, 919, 1210]
col1-sherwill-a4: Mr Atkins, Architect, Wanganui. bbox=[16, 966, 137, 976]
col5-fire-sub: BANKS AND WAREHOUSES DESTROYED. bbox=[647, 52, 744, 69]
column-rule bbox=[18, 588, 144, 589]
col7-labour-p6: The loading of the Tongariro is progressing at a fair rate. bbox=[928, 283, 1106, 301]
col1-owen-p4: Back of the Corporation Buildings. bbox=[22, 1154, 140, 1163]
col4-accidents-p5: A three-year-old child of Mrs Andrews, boardinghouse-keeper, fell into a tureen of hot soup on Monday last, and died from the scalding the following night. bbox=[471, 1655, 615, 1700]
col1-goodbehere-r2: INSURANCE AGENT, bbox=[44, 1498, 118, 1507]
column-rule bbox=[18, 1065, 144, 1066]
col3-local-head: Local and General News bbox=[337, 949, 442, 961]
col6-inter-dl4: WELLINGTON, October 1. bbox=[824, 1392, 919, 1401]
